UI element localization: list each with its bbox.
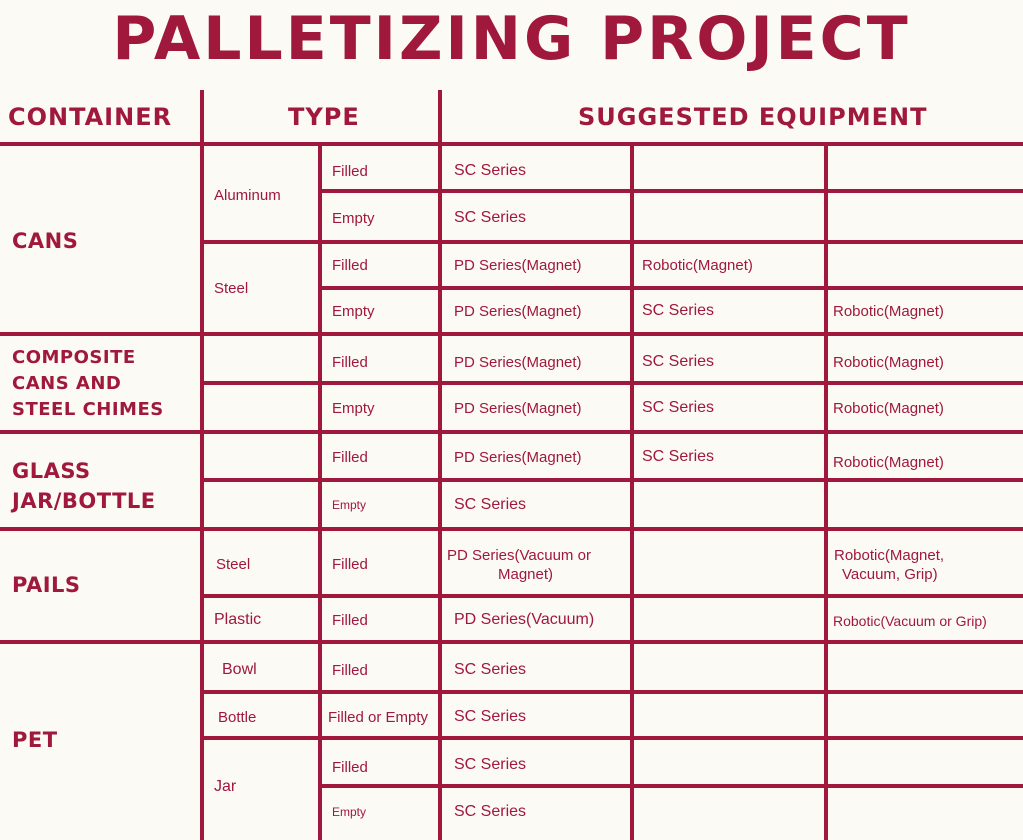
header-type: TYPE [288,103,360,131]
divider-group-glass-end [0,527,1023,531]
equipment-cell: PD Series(Magnet) [454,303,582,320]
category-glass-line2: JAR/BOTTLE [12,489,156,513]
divider-jar-filled-empty [318,784,1023,788]
state-cell: Filled [332,163,368,180]
divider-composite-rows [200,381,1023,385]
page-title: PALLETIZING PROJECT [112,4,911,74]
category-pet: PET [12,728,58,752]
material-jar: Jar [214,778,237,795]
divider-col-equipment [438,90,442,840]
header-suggested-equipment: SUGGESTED EQUIPMENT [578,103,928,131]
state-cell: Filled or Empty [328,709,429,726]
material-aluminum: Aluminum [214,187,281,204]
divider-header [0,142,1023,146]
equipment-cell: PD Series(Magnet) [454,354,582,371]
divider-pet-bottle-jar [200,736,1023,740]
material-plastic: Plastic [214,611,262,628]
equipment-cell: Magnet) [498,566,554,583]
divider-group-pails-end [0,640,1023,644]
equipment-cell: Vacuum, Grip) [842,566,938,583]
equipment-cell: SC Series [454,708,527,725]
equipment-cell: Robotic(Vacuum or Grip) [833,613,987,629]
state-cell: Empty [332,210,375,227]
state-cell: Filled [332,556,368,573]
category-composite-line3: STEEL CHIMES [12,399,164,420]
state-cell: Empty [332,498,367,512]
equipment-cell: PD Series(Vacuum) [454,611,595,628]
equipment-cell: PD Series(Magnet) [454,449,582,466]
equipment-cell: PD Series(Magnet) [454,400,582,417]
equipment-cell: SC Series [642,448,715,465]
equipment-cell: Robotic(Magnet) [642,257,753,274]
equipment-cell: SC Series [454,661,527,678]
divider-aluminum-filled-empty [318,189,1023,193]
equipment-cell: SC Series [454,162,527,179]
equipment-cell: SC Series [454,756,527,773]
equipment-cell: PD Series(Magnet) [454,257,582,274]
divider-pet-bowl-bottle [200,690,1023,694]
material-steel: Steel [216,556,251,573]
equipment-cell: Robotic(Magnet, [834,547,945,564]
divider-glass-rows [200,478,1023,482]
divider-pails-steel-plastic [200,594,1023,598]
divider-cans-aluminum-steel [200,240,1023,244]
state-cell: Empty [332,303,375,320]
equipment-cell: SC Series [454,209,527,226]
category-pails: PAILS [12,573,81,597]
category-glass-line1: GLASS [12,459,91,483]
equipment-cell: Robotic(Magnet) [833,454,944,471]
divider-steel-filled-empty [318,286,1023,290]
state-cell: Filled [332,612,368,629]
material-steel: Steel [214,280,249,297]
divider-col-type [200,90,204,840]
equipment-cell: SC Series [642,302,715,319]
state-cell: Empty [332,805,367,819]
state-cell: Filled [332,257,368,274]
state-cell: Filled [332,662,368,679]
material-bottle: Bottle [218,709,257,726]
category-composite-line2: CANS AND [12,373,122,394]
equipment-cell: PD Series(Vacuum or [447,547,591,564]
divider-group-composite-end [0,430,1023,434]
state-cell: Filled [332,759,368,776]
equipment-cell: Robotic(Magnet) [833,400,944,417]
equipment-cell: Robotic(Magnet) [833,303,944,320]
state-cell: Empty [332,400,375,417]
equipment-cell: SC Series [642,399,715,416]
equipment-cell: SC Series [454,496,527,513]
category-cans: CANS [12,229,79,253]
state-cell: Filled [332,354,368,371]
header-container: CONTAINER [8,103,173,131]
equipment-cell: SC Series [642,353,715,370]
category-composite-line1: COMPOSITE [12,347,136,368]
state-cell: Filled [332,449,368,466]
material-bowl: Bowl [222,661,257,678]
equipment-cell: Robotic(Magnet) [833,354,944,371]
divider-group-cans-end [0,332,1023,336]
equipment-cell: SC Series [454,803,527,820]
